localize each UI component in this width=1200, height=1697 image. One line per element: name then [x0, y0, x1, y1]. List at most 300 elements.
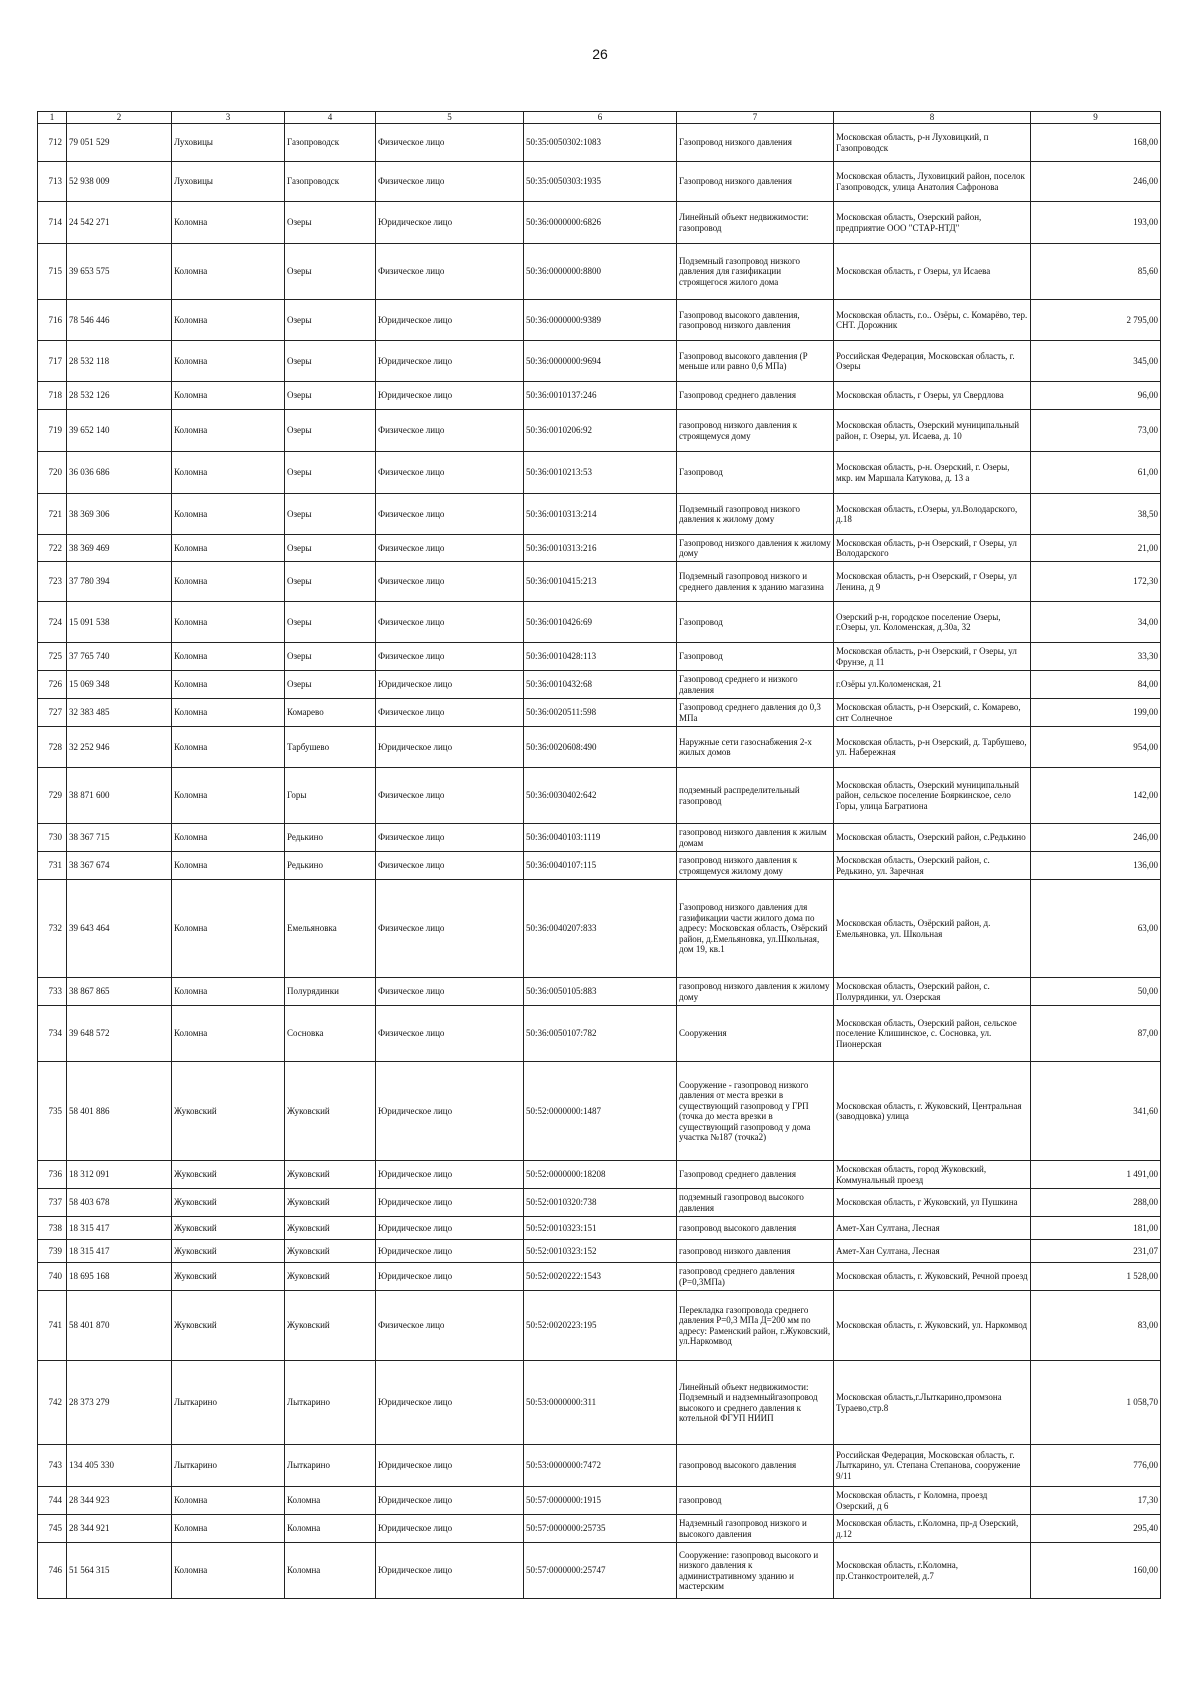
length-cell: 954,00: [1031, 727, 1161, 768]
cadastral-number-cell: 50:35:0050302:1083: [524, 124, 677, 162]
owner-type-cell: Юридическое лицо: [376, 1189, 524, 1217]
length-cell: 246,00: [1031, 162, 1161, 202]
cadastral-number-cell: 50:36:0000000:9389: [524, 300, 677, 341]
row-number-cell: 720: [38, 452, 67, 494]
address-cell: Московская область, р-н Озерский, г Озеры, ул Фрунзе, д 11: [834, 643, 1031, 671]
code-cell: 28 373 279: [67, 1361, 172, 1445]
length-cell: 776,00: [1031, 1445, 1161, 1487]
locality-cell: Озеры: [285, 671, 376, 699]
district-cell: Жуковский: [172, 1189, 285, 1217]
row-number-cell: 741: [38, 1291, 67, 1361]
address-cell: г.Озёры ул.Коломенская, 21: [834, 671, 1031, 699]
district-cell: Коломна: [172, 824, 285, 852]
owner-type-cell: Физическое лицо: [376, 768, 524, 824]
address-cell: Московская область, Озерский район, с. Полурядинки, ул. Озерская: [834, 978, 1031, 1006]
locality-cell: Жуковский: [285, 1291, 376, 1361]
address-cell: Московская область, г. Жуковский, ул. Наркомвод: [834, 1291, 1031, 1361]
cadastral-number-cell: 50:57:0000000:25735: [524, 1515, 677, 1543]
row-number-cell: 728: [38, 727, 67, 768]
district-cell: Коломна: [172, 727, 285, 768]
row-number-cell: 716: [38, 300, 67, 341]
owner-type-cell: Физическое лицо: [376, 410, 524, 452]
column-number: 8: [834, 112, 1031, 124]
object-name-cell: газопровод низкого давления к строящемуся жилому дому: [677, 852, 834, 880]
row-number-cell: 729: [38, 768, 67, 824]
cadastral-number-cell: 50:53:0000000:7472: [524, 1445, 677, 1487]
row-number-cell: 734: [38, 1006, 67, 1062]
object-name-cell: Подземный газопровод низкого и среднего давления к зданию магазина: [677, 562, 834, 602]
code-cell: 18 312 091: [67, 1161, 172, 1189]
object-name-cell: газопровод: [677, 1487, 834, 1515]
cadastral-number-cell: 50:36:0010432:68: [524, 671, 677, 699]
address-cell: Московская область, г. Жуковский, Речной проезд: [834, 1263, 1031, 1291]
cadastral-number-cell: 50:36:0000000:9694: [524, 341, 677, 382]
address-cell: Московская область, р-н Озерский, с. Комарево, снт Солнечное: [834, 699, 1031, 727]
code-cell: 32 252 946: [67, 727, 172, 768]
table-row: [38, 1263, 1161, 1291]
length-cell: 199,00: [1031, 699, 1161, 727]
locality-cell: Жуковский: [285, 1263, 376, 1291]
code-cell: 52 938 009: [67, 162, 172, 202]
locality-cell: Озеры: [285, 535, 376, 562]
length-cell: 87,00: [1031, 1006, 1161, 1062]
district-cell: Коломна: [172, 382, 285, 410]
locality-cell: Коломна: [285, 1487, 376, 1515]
district-cell: Коломна: [172, 602, 285, 643]
object-name-cell: подземный газопровод высокого давления: [677, 1189, 834, 1217]
code-cell: 38 369 469: [67, 535, 172, 562]
district-cell: Коломна: [172, 410, 285, 452]
address-cell: Московская область, Луховицкий район, поселок Газопроводск, улица Анатолия Сафронова: [834, 162, 1031, 202]
code-cell: 36 036 686: [67, 452, 172, 494]
length-cell: 288,00: [1031, 1189, 1161, 1217]
code-cell: 134 405 330: [67, 1445, 172, 1487]
district-cell: Коломна: [172, 768, 285, 824]
length-cell: 168,00: [1031, 124, 1161, 162]
table-row: [38, 1189, 1161, 1217]
district-cell: Коломна: [172, 562, 285, 602]
owner-type-cell: Физическое лицо: [376, 643, 524, 671]
table-row: [38, 382, 1161, 410]
table-row: [38, 602, 1161, 643]
locality-cell: Комарево: [285, 699, 376, 727]
address-cell: Московская область, г.Коломна, пр-д Озерский, д.12: [834, 1515, 1031, 1543]
code-cell: 18 315 417: [67, 1217, 172, 1240]
cadastral-number-cell: 50:36:0000000:6826: [524, 202, 677, 244]
table-row: [38, 727, 1161, 768]
row-number-cell: 733: [38, 978, 67, 1006]
locality-cell: Горы: [285, 768, 376, 824]
owner-type-cell: Физическое лицо: [376, 124, 524, 162]
district-cell: Коломна: [172, 880, 285, 978]
cadastral-number-cell: 50:36:0030402:642: [524, 768, 677, 824]
address-cell: Московская область, Озерский район, с.Редькино: [834, 824, 1031, 852]
table-row: [38, 699, 1161, 727]
cadastral-number-cell: 50:36:0040107:115: [524, 852, 677, 880]
code-cell: 18 315 417: [67, 1240, 172, 1263]
column-number: 7: [677, 112, 834, 124]
owner-type-cell: Физическое лицо: [376, 978, 524, 1006]
object-name-cell: Газопровод низкого давления: [677, 162, 834, 202]
address-cell: Московская область, р-н Озерский, д. Тарбушево, ул. Набережная: [834, 727, 1031, 768]
address-cell: Московская область, г.Коломна, пр.Станкостроителей, д.7: [834, 1543, 1031, 1599]
column-number: 3: [172, 112, 285, 124]
length-cell: 1 528,00: [1031, 1263, 1161, 1291]
length-cell: 1 058,70: [1031, 1361, 1161, 1445]
table-row: [38, 124, 1161, 162]
address-cell: Московская область, город Жуковский, Коммунальный проезд: [834, 1161, 1031, 1189]
cadastral-number-cell: 50:36:0010415:213: [524, 562, 677, 602]
owner-type-cell: Юридическое лицо: [376, 341, 524, 382]
table-row: [38, 341, 1161, 382]
table-row: [38, 671, 1161, 699]
owner-type-cell: Юридическое лицо: [376, 1240, 524, 1263]
district-cell: Коломна: [172, 699, 285, 727]
gas-pipeline-table: [37, 111, 1161, 1599]
row-number-cell: 735: [38, 1062, 67, 1161]
district-cell: Коломна: [172, 494, 285, 535]
district-cell: Коломна: [172, 1487, 285, 1515]
owner-type-cell: Юридическое лицо: [376, 1263, 524, 1291]
owner-type-cell: Физическое лицо: [376, 602, 524, 643]
locality-cell: Редькино: [285, 852, 376, 880]
code-cell: 32 383 485: [67, 699, 172, 727]
table-row: [38, 452, 1161, 494]
cadastral-number-cell: 50:36:0040207:833: [524, 880, 677, 978]
cadastral-number-cell: 50:57:0000000:25747: [524, 1543, 677, 1599]
code-cell: 38 871 600: [67, 768, 172, 824]
object-name-cell: Газопровод: [677, 602, 834, 643]
cadastral-number-cell: 50:52:0020223:195: [524, 1291, 677, 1361]
code-cell: 58 401 886: [67, 1062, 172, 1161]
length-cell: 193,00: [1031, 202, 1161, 244]
cadastral-number-cell: 50:53:0000000:311: [524, 1361, 677, 1445]
locality-cell: Озеры: [285, 244, 376, 300]
row-number-cell: 724: [38, 602, 67, 643]
column-number: 6: [524, 112, 677, 124]
code-cell: 37 765 740: [67, 643, 172, 671]
length-cell: 83,00: [1031, 1291, 1161, 1361]
cadastral-number-cell: 50:36:0010206:92: [524, 410, 677, 452]
code-cell: 58 401 870: [67, 1291, 172, 1361]
locality-cell: Тарбушево: [285, 727, 376, 768]
locality-cell: Коломна: [285, 1543, 376, 1599]
code-cell: 39 648 572: [67, 1006, 172, 1062]
table-row: [38, 768, 1161, 824]
length-cell: 38,50: [1031, 494, 1161, 535]
object-name-cell: газопровод низкого давления: [677, 1240, 834, 1263]
locality-cell: Озеры: [285, 562, 376, 602]
length-cell: 73,00: [1031, 410, 1161, 452]
cadastral-number-cell: 50:36:0010313:214: [524, 494, 677, 535]
cadastral-number-cell: 50:36:0020608:490: [524, 727, 677, 768]
length-cell: 295,40: [1031, 1515, 1161, 1543]
table-row: [38, 410, 1161, 452]
address-cell: Московская область, г Озеры, ул Свердлова: [834, 382, 1031, 410]
owner-type-cell: Юридическое лицо: [376, 1515, 524, 1543]
cadastral-number-cell: 50:36:0050105:883: [524, 978, 677, 1006]
address-cell: Амет-Хан Султана, Лесная: [834, 1240, 1031, 1263]
row-number-cell: 725: [38, 643, 67, 671]
object-name-cell: Линейный объект недвижимости: газопровод: [677, 202, 834, 244]
table-row: [38, 1240, 1161, 1263]
length-cell: 172,30: [1031, 562, 1161, 602]
table-row: [38, 1361, 1161, 1445]
owner-type-cell: Физическое лицо: [376, 852, 524, 880]
district-cell: Коломна: [172, 300, 285, 341]
table-row: [38, 880, 1161, 978]
code-cell: 38 369 306: [67, 494, 172, 535]
locality-cell: Редькино: [285, 824, 376, 852]
table-row: [38, 300, 1161, 341]
address-cell: Озерский р-н, городское поселение Озеры, г.Озеры, ул. Коломенская, д.30а, 32: [834, 602, 1031, 643]
table-row: [38, 1487, 1161, 1515]
district-cell: Жуковский: [172, 1062, 285, 1161]
code-cell: 28 344 923: [67, 1487, 172, 1515]
cadastral-number-cell: 50:57:0000000:1915: [524, 1487, 677, 1515]
row-number-cell: 712: [38, 124, 67, 162]
locality-cell: Озеры: [285, 494, 376, 535]
row-number-cell: 742: [38, 1361, 67, 1445]
column-number: 2: [67, 112, 172, 124]
owner-type-cell: Физическое лицо: [376, 880, 524, 978]
code-cell: 15 069 348: [67, 671, 172, 699]
code-cell: 18 695 168: [67, 1263, 172, 1291]
row-number-cell: 731: [38, 852, 67, 880]
district-cell: Коломна: [172, 341, 285, 382]
owner-type-cell: Физическое лицо: [376, 452, 524, 494]
owner-type-cell: Физическое лицо: [376, 1291, 524, 1361]
owner-type-cell: Юридическое лицо: [376, 202, 524, 244]
cadastral-number-cell: 50:52:0010323:151: [524, 1217, 677, 1240]
owner-type-cell: Физическое лицо: [376, 494, 524, 535]
table-row: [38, 1217, 1161, 1240]
length-cell: 136,00: [1031, 852, 1161, 880]
district-cell: Коломна: [172, 452, 285, 494]
district-cell: Лыткарино: [172, 1445, 285, 1487]
address-cell: Московская область, г.о.. Озёры, с. Комарёво, тер. СНТ. Дорожник: [834, 300, 1031, 341]
row-number-cell: 718: [38, 382, 67, 410]
row-number-cell: 732: [38, 880, 67, 978]
locality-cell: Озеры: [285, 643, 376, 671]
locality-cell: Газопроводск: [285, 124, 376, 162]
object-name-cell: Газопровод: [677, 452, 834, 494]
length-cell: 231,07: [1031, 1240, 1161, 1263]
owner-type-cell: Физическое лицо: [376, 535, 524, 562]
object-name-cell: газопровод среднего давления (Р=0,3МПа): [677, 1263, 834, 1291]
length-cell: 63,00: [1031, 880, 1161, 978]
address-cell: Московская область, Озерский муниципальный район, г. Озеры, ул. Исаева, д. 10: [834, 410, 1031, 452]
locality-cell: Озеры: [285, 341, 376, 382]
code-cell: 28 344 921: [67, 1515, 172, 1543]
cadastral-number-cell: 50:52:0010320:738: [524, 1189, 677, 1217]
row-number-cell: 746: [38, 1543, 67, 1599]
object-name-cell: Подземный газопровод низкого давления для газификации строящегося жилого дома: [677, 244, 834, 300]
code-cell: 38 867 865: [67, 978, 172, 1006]
row-number-cell: 744: [38, 1487, 67, 1515]
row-number-cell: 721: [38, 494, 67, 535]
cadastral-number-cell: 50:52:0020222:1543: [524, 1263, 677, 1291]
code-cell: 39 653 575: [67, 244, 172, 300]
row-number-cell: 736: [38, 1161, 67, 1189]
object-name-cell: Сооружения: [677, 1006, 834, 1062]
length-cell: 85,60: [1031, 244, 1161, 300]
table-row: [38, 1291, 1161, 1361]
locality-cell: Озеры: [285, 452, 376, 494]
address-cell: Московская область, Озерский район, предприятие ООО "СТАР-НТД": [834, 202, 1031, 244]
address-cell: Московская область, Озёрский район, д. Емельяновка, ул. Школьная: [834, 880, 1031, 978]
address-cell: Московская область, р-н. Озерский, г. Озеры, мкр. им Маршала Катукова, д. 13 а: [834, 452, 1031, 494]
table-row: [38, 978, 1161, 1006]
cadastral-number-cell: 50:36:0010213:53: [524, 452, 677, 494]
district-cell: Жуковский: [172, 1291, 285, 1361]
row-number-cell: 714: [38, 202, 67, 244]
code-cell: 37 780 394: [67, 562, 172, 602]
owner-type-cell: Физическое лицо: [376, 824, 524, 852]
object-name-cell: подземный распределительный газопровод: [677, 768, 834, 824]
row-number-cell: 713: [38, 162, 67, 202]
length-cell: 246,00: [1031, 824, 1161, 852]
table-row: [38, 535, 1161, 562]
owner-type-cell: Юридическое лицо: [376, 1161, 524, 1189]
table-row: [38, 852, 1161, 880]
length-cell: 50,00: [1031, 978, 1161, 1006]
district-cell: Коломна: [172, 671, 285, 699]
length-cell: 2 795,00: [1031, 300, 1161, 341]
address-cell: Московская область, Озерский район, сельское поселение Клишинское, с. Сосновка, ул. Пионерская: [834, 1006, 1031, 1062]
row-number-cell: 727: [38, 699, 67, 727]
row-number-cell: 737: [38, 1189, 67, 1217]
object-name-cell: Газопровод: [677, 643, 834, 671]
code-cell: 15 091 538: [67, 602, 172, 643]
table-row: [38, 1161, 1161, 1189]
row-number-cell: 745: [38, 1515, 67, 1543]
locality-cell: Емельяновка: [285, 880, 376, 978]
owner-type-cell: Юридическое лицо: [376, 1487, 524, 1515]
address-cell: Московская область, г Коломна, проезд Озерский, д 6: [834, 1487, 1031, 1515]
table-body: [38, 124, 1161, 1599]
district-cell: Коломна: [172, 244, 285, 300]
cadastral-number-cell: 50:36:0050107:782: [524, 1006, 677, 1062]
table-row: [38, 824, 1161, 852]
table-row: [38, 1006, 1161, 1062]
object-name-cell: Газопровод среднего и низкого давления: [677, 671, 834, 699]
row-number-cell: 743: [38, 1445, 67, 1487]
locality-cell: Озеры: [285, 300, 376, 341]
locality-cell: Озеры: [285, 410, 376, 452]
page-number: 26: [592, 46, 608, 62]
owner-type-cell: Физическое лицо: [376, 1006, 524, 1062]
length-cell: 34,00: [1031, 602, 1161, 643]
owner-type-cell: Физическое лицо: [376, 244, 524, 300]
object-name-cell: Газопровод среднего давления: [677, 382, 834, 410]
table-row: [38, 1515, 1161, 1543]
district-cell: Луховицы: [172, 162, 285, 202]
address-cell: Московская область, г Озеры, ул Исаева: [834, 244, 1031, 300]
object-name-cell: Сооружение: газопровод высокого и низкого давления к административному зданию и мастерским: [677, 1543, 834, 1599]
table-row: [38, 244, 1161, 300]
column-number-row: [38, 112, 1161, 124]
district-cell: Коломна: [172, 202, 285, 244]
district-cell: Коломна: [172, 643, 285, 671]
owner-type-cell: Физическое лицо: [376, 699, 524, 727]
code-cell: 28 532 118: [67, 341, 172, 382]
length-cell: 33,30: [1031, 643, 1161, 671]
owner-type-cell: Физическое лицо: [376, 562, 524, 602]
address-cell: Российская Федерация, Московская область, г. Озеры: [834, 341, 1031, 382]
cadastral-number-cell: 50:52:0000000:18208: [524, 1161, 677, 1189]
code-cell: 51 564 315: [67, 1543, 172, 1599]
district-cell: Коломна: [172, 852, 285, 880]
district-cell: Жуковский: [172, 1161, 285, 1189]
code-cell: 38 367 715: [67, 824, 172, 852]
district-cell: Коломна: [172, 1006, 285, 1062]
locality-cell: Озеры: [285, 602, 376, 643]
address-cell: Московская область, р-н Озерский, г Озеры, ул Ленина, д 9: [834, 562, 1031, 602]
length-cell: 181,00: [1031, 1217, 1161, 1240]
length-cell: 345,00: [1031, 341, 1161, 382]
length-cell: 61,00: [1031, 452, 1161, 494]
object-name-cell: Наружные сети газоснабжения 2-х жилых домов: [677, 727, 834, 768]
object-name-cell: Перекладка газопровода среднего давления Р=0,3 МПа Д=200 мм по адресу: Раменский район, г.Жуковский, ул.Наркомвод: [677, 1291, 834, 1361]
district-cell: Коломна: [172, 1543, 285, 1599]
cadastral-number-cell: 50:36:0020511:598: [524, 699, 677, 727]
cadastral-number-cell: 50:35:0050303:1935: [524, 162, 677, 202]
locality-cell: Сосновка: [285, 1006, 376, 1062]
district-cell: Жуковский: [172, 1240, 285, 1263]
table-row: [38, 643, 1161, 671]
table-row: [38, 562, 1161, 602]
address-cell: Российская Федерация, Московская область, г. Лыткарино, ул. Степана Степанова, сооружение 9/11: [834, 1445, 1031, 1487]
owner-type-cell: Юридическое лицо: [376, 1217, 524, 1240]
row-number-cell: 715: [38, 244, 67, 300]
object-name-cell: Сооружение - газопровод низкого давления от места врезки в существующий газопровод у ГРП (точка до места врезки в существующий газопровод у дома участка №187 (точка2): [677, 1062, 834, 1161]
row-number-cell: 717: [38, 341, 67, 382]
length-cell: 84,00: [1031, 671, 1161, 699]
address-cell: Московская область, Озерский муниципальный район, сельское поселение Бояркинское, село Горы, улица Багратиона: [834, 768, 1031, 824]
object-name-cell: Газопровод низкого давления к жилому дому: [677, 535, 834, 562]
object-name-cell: Газопровод низкого давления: [677, 124, 834, 162]
code-cell: 24 542 271: [67, 202, 172, 244]
object-name-cell: газопровод низкого давления к жилому дому: [677, 978, 834, 1006]
locality-cell: Полурядинки: [285, 978, 376, 1006]
object-name-cell: газопровод высокого давления: [677, 1445, 834, 1487]
row-number-cell: 722: [38, 535, 67, 562]
cadastral-number-cell: 50:52:0000000:1487: [524, 1062, 677, 1161]
locality-cell: Озеры: [285, 382, 376, 410]
owner-type-cell: Юридическое лицо: [376, 1361, 524, 1445]
row-number-cell: 730: [38, 824, 67, 852]
row-number-cell: 738: [38, 1217, 67, 1240]
table-row: [38, 1062, 1161, 1161]
owner-type-cell: Юридическое лицо: [376, 1062, 524, 1161]
locality-cell: Коломна: [285, 1515, 376, 1543]
code-cell: 28 532 126: [67, 382, 172, 410]
address-cell: Московская область, г.Озеры, ул.Володарского, д.18: [834, 494, 1031, 535]
locality-cell: Озеры: [285, 202, 376, 244]
column-number: 1: [38, 112, 67, 124]
object-name-cell: Газопровод среднего давления: [677, 1161, 834, 1189]
cadastral-number-cell: 50:36:0010313:216: [524, 535, 677, 562]
row-number-cell: 723: [38, 562, 67, 602]
table-row: [38, 202, 1161, 244]
address-cell: Московская область,г.Лыткарино,промзона Тураево,стр.8: [834, 1361, 1031, 1445]
owner-type-cell: Юридическое лицо: [376, 382, 524, 410]
cadastral-number-cell: 50:36:0010426:69: [524, 602, 677, 643]
owner-type-cell: Юридическое лицо: [376, 300, 524, 341]
locality-cell: Жуковский: [285, 1240, 376, 1263]
district-cell: Коломна: [172, 978, 285, 1006]
